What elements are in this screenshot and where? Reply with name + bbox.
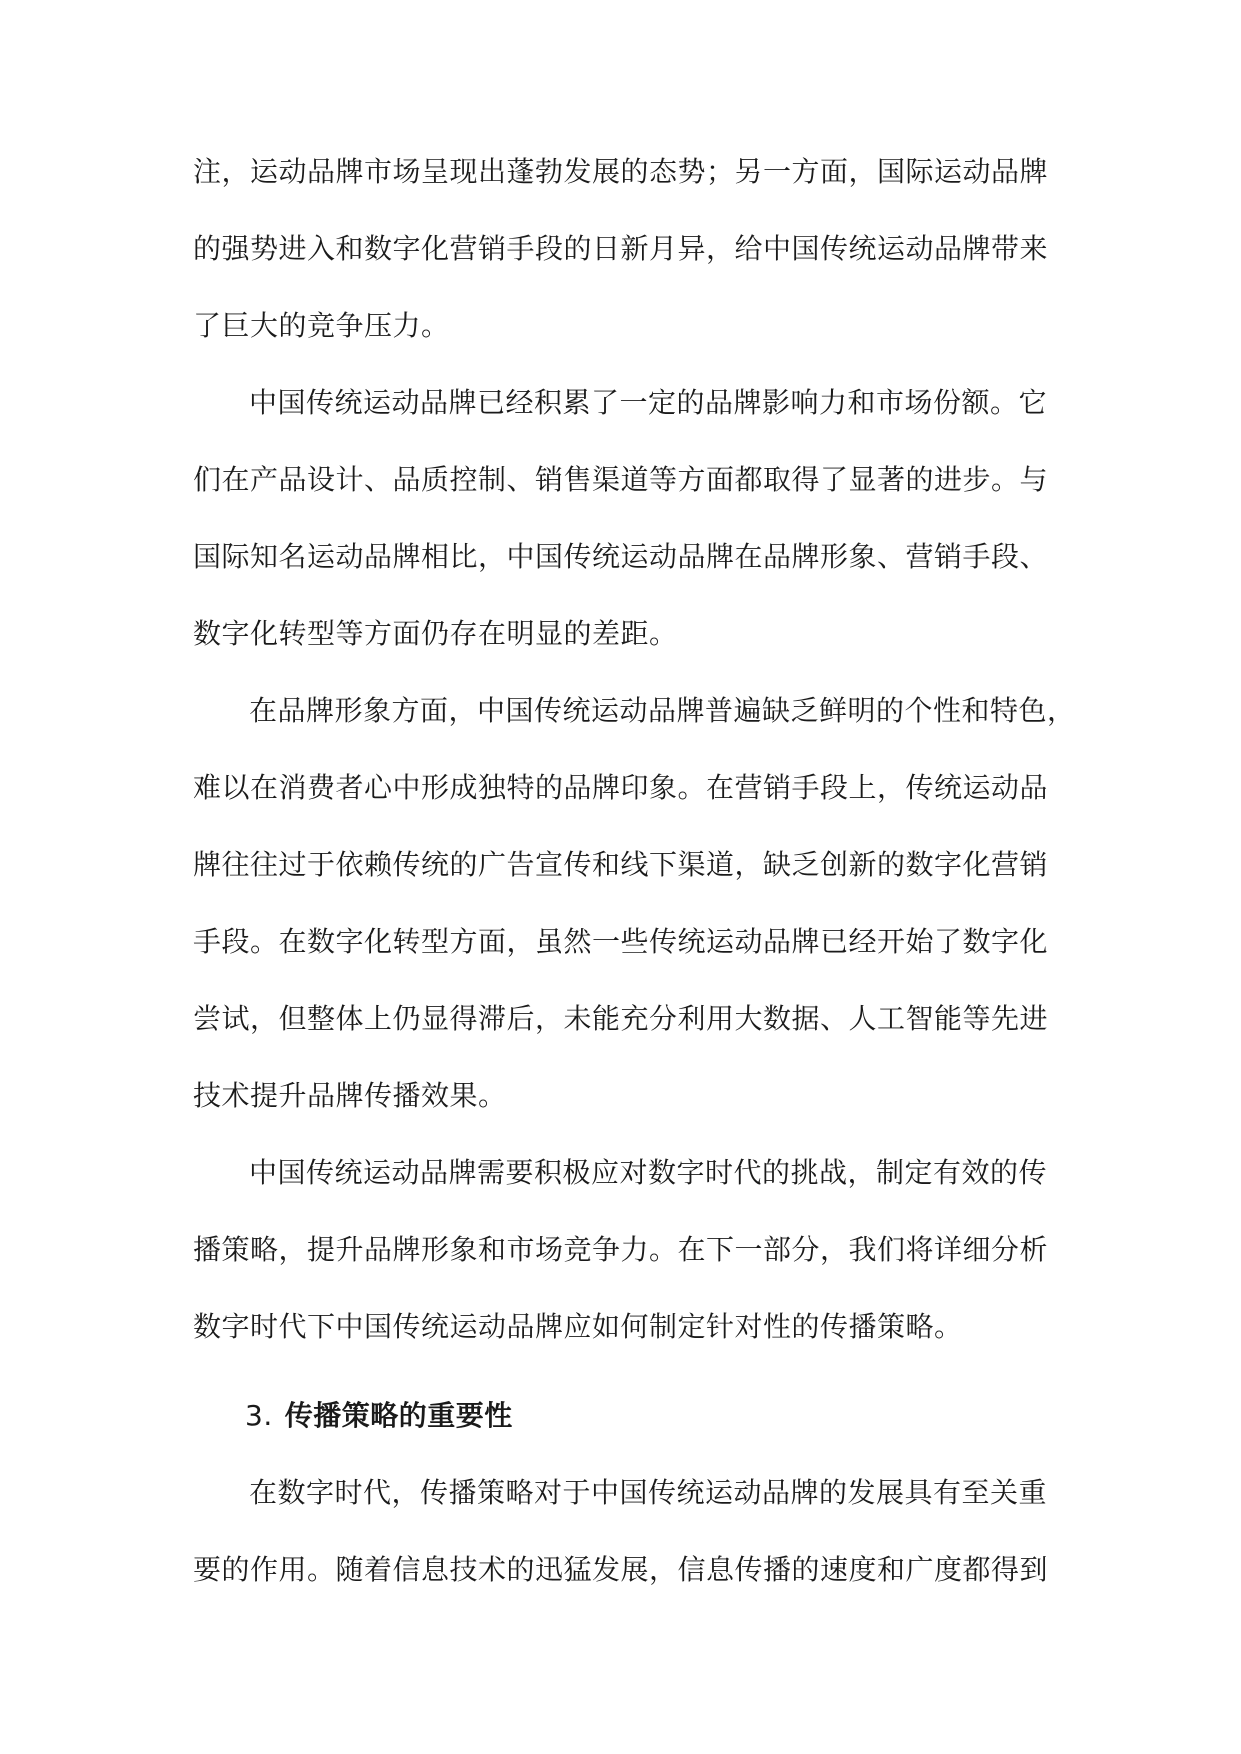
text-line: 数字化转型等方面仍存在明显的差距。 (193, 617, 678, 650)
document-body (193, 148, 1076, 1623)
section-number: 3. (245, 1399, 273, 1432)
text-line: 牌往往过于依赖传统的广告宣传和线下渠道，缺乏创新的数字化营销 (193, 848, 1049, 881)
text-line: 国际知名运动品牌相比，中国传统运动品牌在品牌形象、营销手段、 (193, 540, 1049, 573)
text-line: 手段。在数字化转型方面，虽然一些传统运动品牌已经开始了数字化 (193, 925, 1049, 958)
text-line: 注，运动品牌市场呈现出蓬勃发展的态势；另一方面，国际运动品牌 (193, 155, 1049, 188)
text-line: 了巨大的竞争压力。 (193, 309, 450, 342)
paragraph-2 (193, 379, 1055, 687)
paragraph-3 (193, 687, 1076, 1149)
text-line: 在数字时代，传播策略对于中国传统运动品牌的发展具有至关重 (249, 1476, 1048, 1509)
paragraph-5 (193, 1469, 1055, 1623)
text-line: 中国传统运动品牌需要积极应对数字时代的挑战，制定有效的传 (249, 1156, 1048, 1189)
text-line: 难以在消费者心中形成独特的品牌印象。在营销手段上，传统运动品 (193, 771, 1049, 804)
text-line: 要的作用。随着信息技术的迅猛发展，信息传播的速度和广度都得到 (193, 1553, 1049, 1586)
text-line: 在品牌形象方面，中国传统运动品牌普遍缺乏鲜明的个性和特色， (249, 694, 1076, 727)
paragraph-4 (193, 1149, 1055, 1380)
text-line: 数字时代下中国传统运动品牌应如何制定针对性的传播策略。 (193, 1310, 963, 1343)
text-line: 的强势进入和数字化营销手段的日新月异，给中国传统运动品牌带来 (193, 232, 1049, 265)
text-line: 技术提升品牌传播效果。 (193, 1079, 507, 1112)
text-line: 播策略，提升品牌形象和市场竞争力。在下一部分，我们将详细分析 (193, 1233, 1049, 1266)
section-heading (193, 1392, 1055, 1469)
paragraph-1 (193, 148, 1055, 379)
text-line: 们在产品设计、品质控制、销售渠道等方面都取得了显著的进步。与 (193, 463, 1049, 496)
text-line: 尝试，但整体上仍显得滞后，未能充分利用大数据、人工智能等先进 (193, 1002, 1049, 1035)
text-line: 中国传统运动品牌已经积累了一定的品牌影响力和市场份额。它 (249, 386, 1048, 419)
section-title: 传播策略的重要性 (284, 1399, 513, 1432)
